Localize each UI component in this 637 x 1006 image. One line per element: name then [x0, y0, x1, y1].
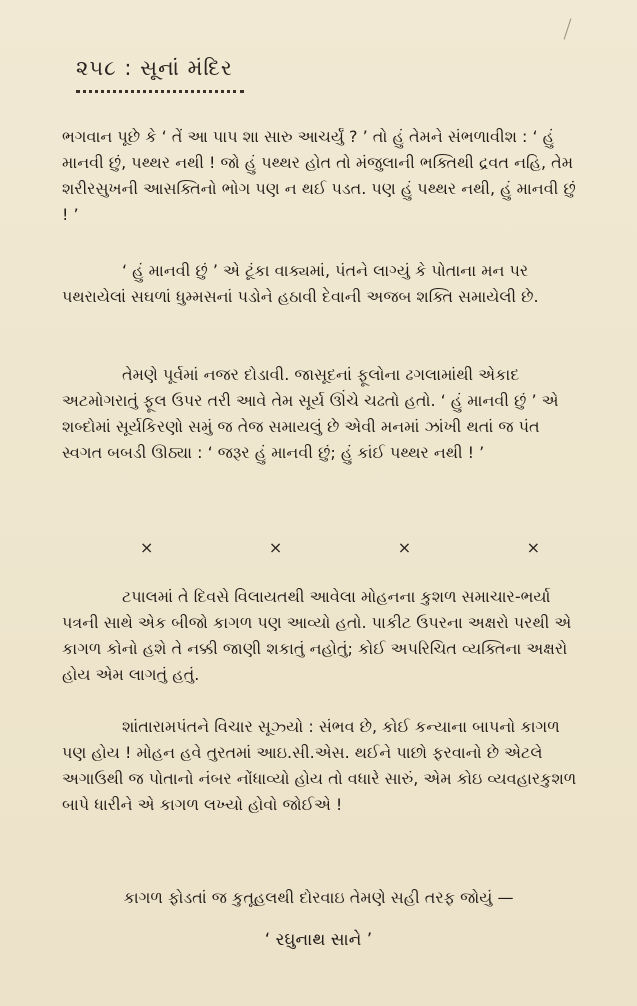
paragraph-text: તેમણે પૂર્વમાં નજર દોડાવી. જાસૂદનાં ફૂલોના ઢગલામાંથી એકાદ અટમોગરાતું ફૂલ ઉપર તરી આવે તેમ સૂર્ય ઊંચે ચઢતો હતો. ‘ હું માનવી છું ’ એ શબ્દોમાં સૂર્યકિરણો સમું જ તેજ સમાયલું છે એવી મનમાં ઝાંખી થતાં જ પંત સ્વગત બબડી ઊઠ્યા : ‘ જરૂર હું માનવી છું; હું કાંઈ પથ્થર નથી ! ’ — [62, 365, 559, 462]
paragraph-4 — [62, 584, 582, 688]
running-header: ૨૫૮ : સૂનાં મંદિર — [76, 56, 233, 80]
paragraph-3 — [62, 362, 582, 466]
paragraph-text: ટપાલમાં તે દિવસે વિલાયતથી આવેલા મોહનના કુશળ સમાચાર-ભર્યા પત્રની સાથે એક બીજો કાગળ પણ આવ્યો હતો. પાકીટ ઉપરના અક્ષરો પરથી એ કાગળ કોનો હશે તે નક્કી જાણી શકાતું નહોતું; કોઈ અપરિચિત વ્યક્તિના અક્ષરો હોય એમ લાગતું હતું. — [62, 587, 572, 684]
separator-mark: × — [140, 538, 154, 557]
paragraph-text: શાંતારામપંતને વિચાર સૂઝ્યો : સંભવ છે, કોઈ કન્યાના બાપનો કાગળ પણ હોય ! મોહન હવે તુરતમાં આઇ.સી.એસ. થઈને પાછો ફરવાનો છે એટલે અગાઉથી જ પોતાનો નંબર નોંધાવ્યો હોય તો વધારે સારું, એમ કોઇ વ્યવહારકુશળ બાપે ધારીને એ કાગળ લખ્યો હોવો જોઈએ ! — [62, 717, 577, 814]
pencil-mark — [564, 18, 572, 39]
separator-mark: × — [397, 538, 412, 557]
signature-line: ‘ રઘુનાથ સાને ’ — [264, 930, 373, 950]
separator-mark: × — [268, 538, 283, 557]
paragraph-text: ભગવાન પૂછે કે ‘ તેં આ પાપ શા સારુ આચર્યું ? ’ તો હું તેમને સંભળાવીશ : ‘ હું માનવી છું, પથ્થર નથી ! જો હું પથ્થર હોત તો મંજુલાની ભક્તિથી દ્રવત નહિ, તેમ શરીરસુખની આસક્તિનો ભોગ પણ ન થઈ પડત. પણ હું પથ્થર નથી, હું માનવી છું ! ’ — [62, 127, 576, 224]
paragraph-5 — [62, 714, 582, 818]
header-dotted-rule — [76, 90, 244, 93]
closing-line: કાગળ ફોડતાં જ કુતૂહલથી દોરવાઇ તેમણે સહી તરફ જોયું — — [123, 888, 514, 907]
paragraph-text: ‘ હું માનવી છું ’ એ ટૂંકા વાક્યમાં, પંતને લાગ્યું કે પોતાના મન પર પથરાયેલાં સઘળાં ધુમ્મસનાં પડોને હઠાવી દેવાની અજબ શક્તિ સમાયેલી છે. — [62, 261, 539, 306]
separator-mark: × — [526, 538, 540, 557]
paragraph-1 — [62, 124, 582, 228]
paragraph-2 — [62, 258, 582, 310]
section-separator — [140, 538, 540, 557]
